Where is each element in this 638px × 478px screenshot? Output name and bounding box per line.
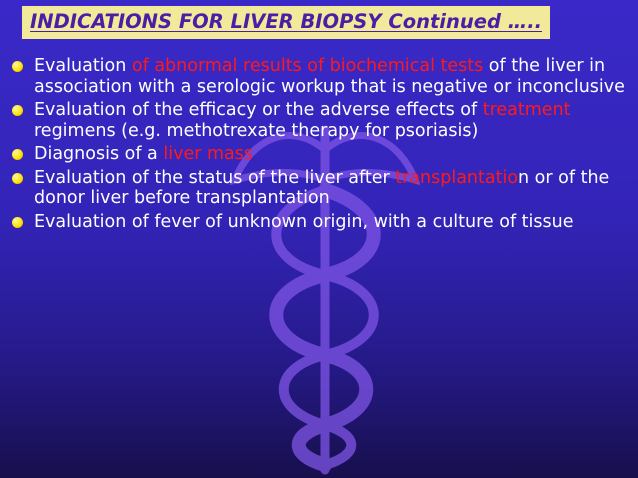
bullet-list: [12, 56, 628, 235]
bullet-text: Evaluation of fever of unknown origin, with a culture of tissue: [34, 211, 574, 232]
bullet-text: regimens (e.g. methotrexate therapy for psoriasis): [34, 120, 479, 141]
bullet-highlight: treatment: [482, 100, 571, 120]
bullet-text: n or of the donor liver before transplantation: [34, 167, 610, 208]
list-item: [12, 212, 628, 233]
list-item: [12, 56, 628, 97]
bullet-dot-icon: [12, 105, 23, 116]
bullet-dot-icon: [12, 217, 23, 228]
bullet-dot-icon: [12, 61, 23, 72]
bullet-text: of the liver in association with a serologic workup that is negative or inconclusive: [34, 56, 625, 97]
list-item: [12, 144, 628, 165]
bullet-dot-icon: [12, 173, 23, 184]
bullet-text: Evaluation: [34, 56, 132, 76]
bullet-text: Evaluation of the efficacy or the adverse effects of: [34, 100, 483, 120]
bullet-dot-icon: [12, 149, 23, 160]
bullet-highlight: transplantatio: [395, 167, 519, 188]
slide-title: INDICATIONS FOR LIVER BIOPSY Continued …..: [30, 10, 543, 33]
bullet-text: Evaluation of the status of the liver after: [34, 167, 396, 188]
list-item: [12, 100, 628, 141]
title-banner: [22, 6, 550, 39]
list-item: [12, 168, 628, 209]
bullet-highlight: of abnormal results of biochemical tests: [131, 56, 484, 76]
bullet-highlight: liver mass: [163, 144, 253, 164]
bullet-text: Diagnosis of a: [34, 144, 164, 164]
